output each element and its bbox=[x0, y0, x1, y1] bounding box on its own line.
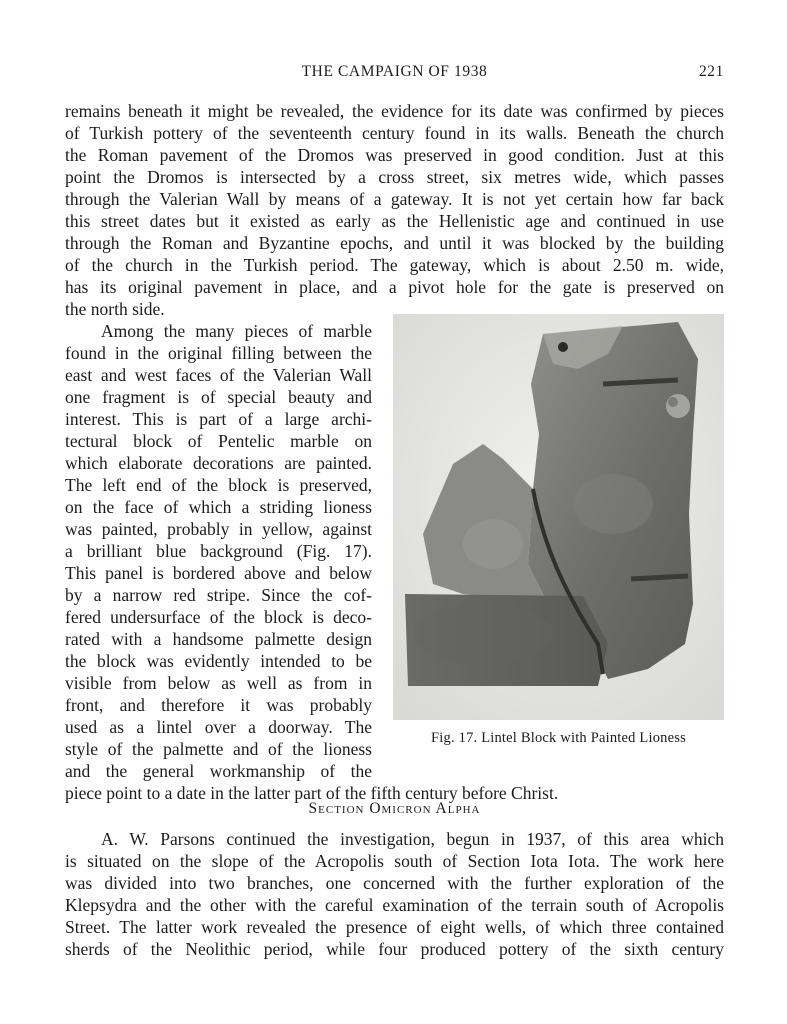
body-line: rated with a handsome palmette design bbox=[65, 629, 372, 649]
body-line: visible from below as well as from in bbox=[65, 673, 372, 693]
body-line: The left end of the block is preserved, bbox=[65, 475, 372, 495]
running-title: THE CAMPAIGN OF 1938 bbox=[301, 63, 488, 80]
body-line: the block was evidently intended to be bbox=[65, 651, 372, 671]
body-line: interest. This is part of a large archi- bbox=[65, 409, 372, 429]
body-line: used as a lintel over a doorway. The bbox=[65, 717, 372, 737]
body-line: on the face of which a striding lioness bbox=[65, 497, 372, 517]
body-line: A. W. Parsons continued the investigation, begun in 1937, of this area which bbox=[101, 829, 724, 849]
body-line: has its original pavement in place, and a pivot hole for the gate is preserved on bbox=[65, 277, 724, 297]
body-line: tectural block of Pentelic marble on bbox=[65, 431, 372, 451]
body-line: style of the palmette and of the lioness bbox=[65, 739, 372, 759]
body-line: remains beneath it might be revealed, the evidence for its date was confirmed by pieces bbox=[65, 101, 724, 121]
body-line: front, and therefore it was probably bbox=[65, 695, 372, 715]
body-line: Among the many pieces of marble bbox=[101, 321, 372, 341]
running-header bbox=[65, 63, 724, 85]
body-line: a brilliant blue background (Fig. 17). bbox=[65, 541, 372, 561]
body-line: found in the original filling between the bbox=[65, 343, 372, 363]
body-line: and the general workmanship of the bbox=[65, 761, 372, 781]
body-line: through the Valerian Wall by means of a gateway. It is not yet certain how far back bbox=[65, 189, 724, 209]
body-line: one fragment is of special beauty and bbox=[65, 387, 372, 407]
body-line: This panel is bordered above and below bbox=[65, 563, 372, 583]
body-line: through the Roman and Byzantine epochs, and until it was blocked by the building bbox=[65, 233, 724, 253]
body-line: by a narrow red stripe. Since the cof- bbox=[65, 585, 372, 605]
lintel-block-photo bbox=[393, 314, 724, 720]
lintel-block-image bbox=[393, 314, 724, 720]
body-line: the north side. bbox=[65, 299, 165, 319]
body-line: the Roman pavement of the Dromos was preserved in good condition. Just at this bbox=[65, 145, 724, 165]
body-line: of Turkish pottery of the seventeenth century found in its walls. Beneath the church bbox=[65, 123, 724, 143]
body-line: fered undersurface of the block is deco- bbox=[65, 607, 372, 627]
body-line: was divided into two branches, one concerned with the further exploration of the bbox=[65, 873, 724, 893]
body-line: this street dates but it existed as early as the Hellenistic age and continued in use bbox=[65, 211, 724, 231]
body-line: which elaborate decorations are painted. bbox=[65, 453, 372, 473]
page-number: 221 bbox=[698, 63, 724, 80]
body-line: Klepsydra and the other with the careful examination of the terrain south of Acropolis bbox=[65, 895, 724, 915]
body-line: piece point to a date in the latter part of the fifth century before Christ. bbox=[65, 783, 559, 803]
body-line: of the church in the Turkish period. The gateway, which is about 2.50 m. wide, bbox=[65, 255, 724, 275]
section-heading: Section Omicron Alpha bbox=[308, 800, 481, 817]
figure-caption: Fig. 17. Lintel Block with Painted Lioness bbox=[431, 730, 686, 746]
body-line: was painted, probably in yellow, against bbox=[65, 519, 372, 539]
body-line: sherds of the Neolithic period, while four produced pottery of the sixth century bbox=[65, 939, 724, 959]
body-line: point the Dromos is intersected by a cross street, six metres wide, which passes bbox=[65, 167, 724, 187]
body-line: east and west faces of the Valerian Wall bbox=[65, 365, 372, 385]
body-line: Street. The latter work revealed the presence of eight wells, of which three contained bbox=[65, 917, 724, 937]
body-line: is situated on the slope of the Acropolis south of Section Iota Iota. The work here bbox=[65, 851, 724, 871]
